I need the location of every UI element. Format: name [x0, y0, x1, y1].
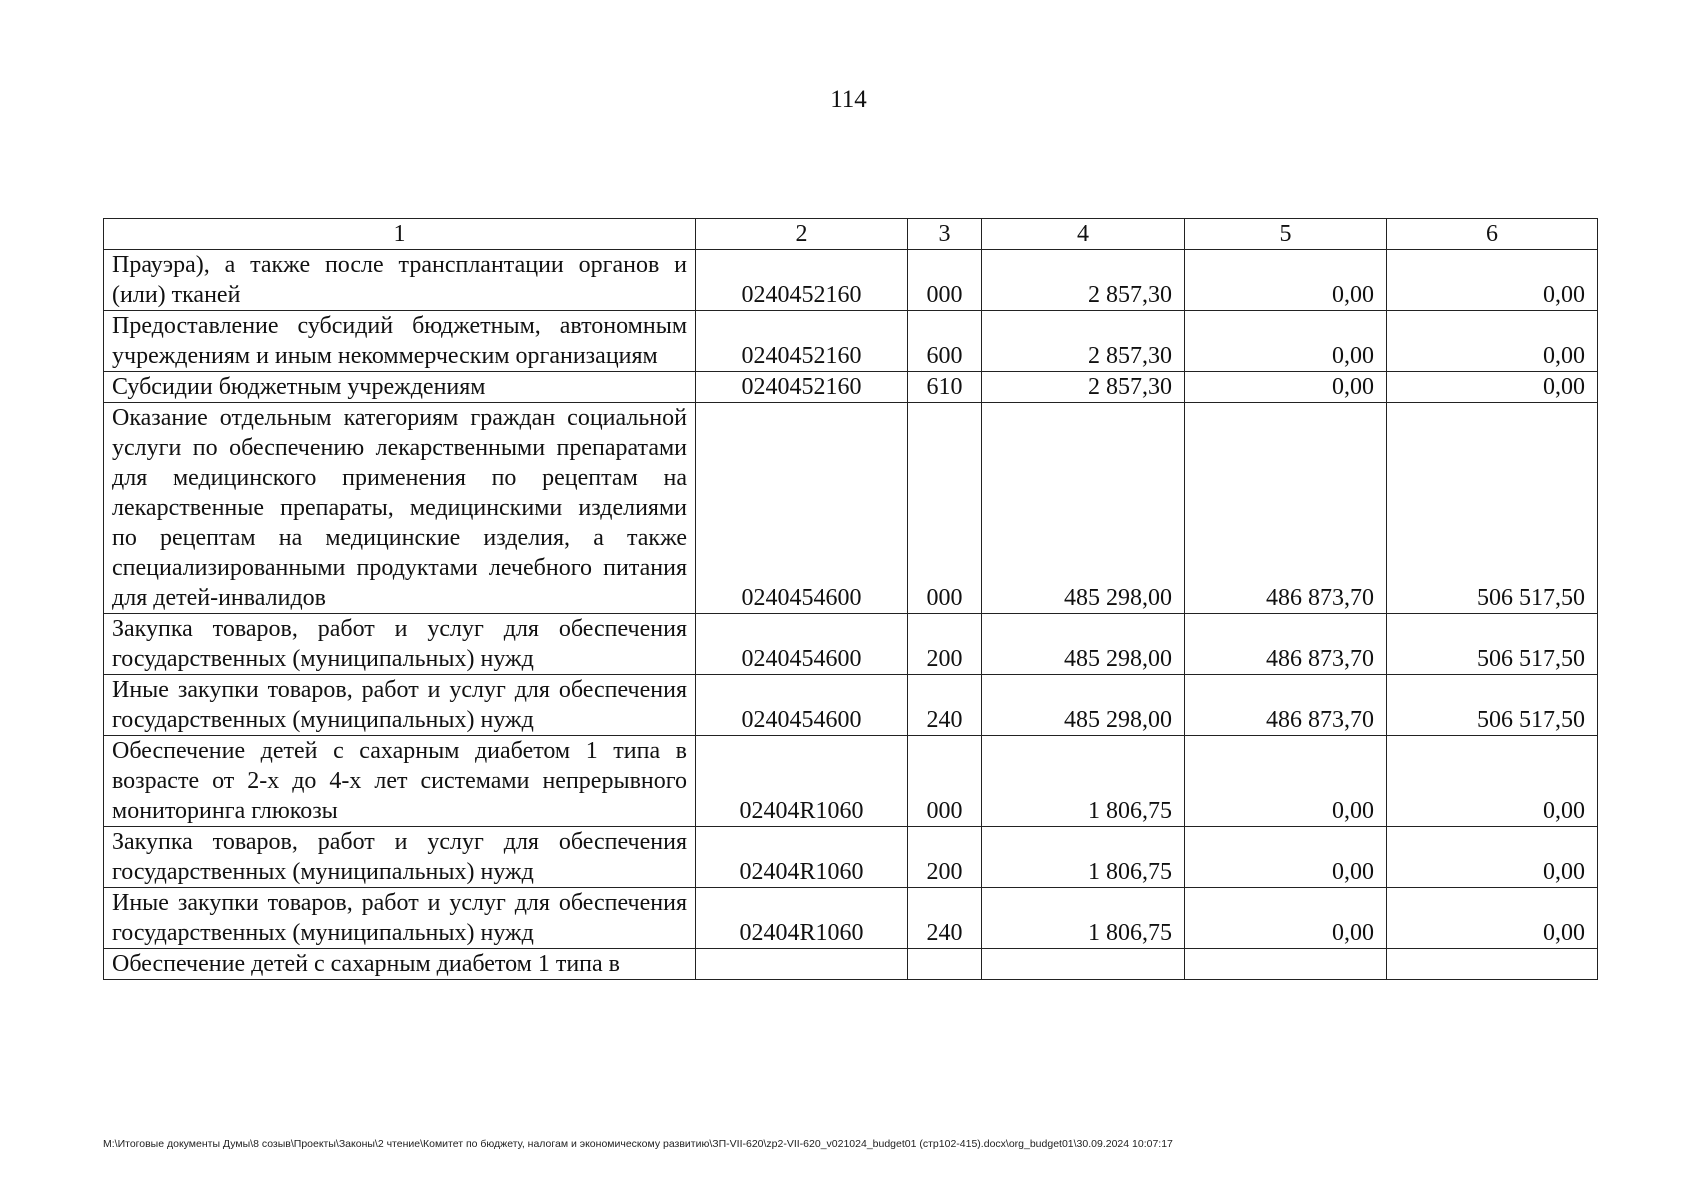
cell-value-3: 0,00 — [1387, 250, 1598, 311]
cell-value-2: 0,00 — [1185, 372, 1387, 403]
cell-type: 200 — [908, 614, 982, 675]
cell-value-2 — [1185, 949, 1387, 980]
cell-code: 02404R1060 — [696, 888, 908, 949]
cell-type: 610 — [908, 372, 982, 403]
cell-code — [696, 949, 908, 980]
cell-code: 0240452160 — [696, 311, 908, 372]
table-row — [104, 949, 1598, 980]
cell-value-1: 1 806,75 — [982, 827, 1185, 888]
cell-name: Закупка товаров, работ и услуг для обеспечения государственных (муниципальных) нужд — [104, 614, 696, 675]
table-body — [104, 250, 1598, 980]
budget-table — [103, 218, 1598, 980]
cell-name: Обеспечение детей с сахарным диабетом 1 типа в возрасте от 2-х до 4-х лет системами непрерывного мониторинга глюкозы — [104, 736, 696, 827]
cell-name: Предоставление субсидий бюджетным, автономным учреждениям и иным некоммерческим организациям — [104, 311, 696, 372]
table-row — [104, 372, 1598, 403]
table-row — [104, 736, 1598, 827]
cell-type: 000 — [908, 736, 982, 827]
column-header: 6 — [1387, 219, 1598, 250]
table-row — [104, 311, 1598, 372]
cell-code: 0240454600 — [696, 614, 908, 675]
cell-value-2: 0,00 — [1185, 311, 1387, 372]
cell-name: Прауэра), а также после трансплантации органов и (или) тканей — [104, 250, 696, 311]
page-number: 114 — [830, 86, 867, 113]
cell-type: 240 — [908, 888, 982, 949]
cell-value-3: 506 517,50 — [1387, 614, 1598, 675]
cell-value-1: 485 298,00 — [982, 675, 1185, 736]
column-header: 3 — [908, 219, 982, 250]
table-row — [104, 675, 1598, 736]
cell-type: 000 — [908, 250, 982, 311]
cell-value-1 — [982, 949, 1185, 980]
cell-value-1: 485 298,00 — [982, 403, 1185, 614]
column-header: 1 — [104, 219, 696, 250]
cell-code: 02404R1060 — [696, 736, 908, 827]
cell-value-2: 0,00 — [1185, 827, 1387, 888]
cell-value-1: 2 857,30 — [982, 250, 1185, 311]
cell-value-2: 486 873,70 — [1185, 403, 1387, 614]
table-row — [104, 614, 1598, 675]
cell-value-3: 0,00 — [1387, 311, 1598, 372]
cell-value-3: 0,00 — [1387, 888, 1598, 949]
cell-name: Иные закупки товаров, работ и услуг для обеспечения государственных (муниципальных) нужд — [104, 675, 696, 736]
cell-value-1: 2 857,30 — [982, 311, 1185, 372]
cell-value-2: 0,00 — [1185, 736, 1387, 827]
cell-type: 240 — [908, 675, 982, 736]
cell-name: Закупка товаров, работ и услуг для обеспечения государственных (муниципальных) нужд — [104, 827, 696, 888]
cell-name: Обеспечение детей с сахарным диабетом 1 типа в — [104, 949, 696, 980]
column-header: 5 — [1185, 219, 1387, 250]
cell-value-1: 1 806,75 — [982, 888, 1185, 949]
document-path-footer: M:\Итоговые документы Думы\8 созыв\Проекты\Законы\2 чтение\Комитет по бюджету, налогам и экономическому развитию\ЗП-VII-620\zp2-VII-620_v021024_budget01 (стр102-415).docx\org_budget01\30.09.2024 10:07:17 — [103, 1138, 1173, 1150]
column-header: 2 — [696, 219, 908, 250]
cell-code: 02404R1060 — [696, 827, 908, 888]
cell-type: 600 — [908, 311, 982, 372]
table-row — [104, 888, 1598, 949]
cell-type — [908, 949, 982, 980]
cell-value-2: 486 873,70 — [1185, 675, 1387, 736]
cell-name: Субсидии бюджетным учреждениям — [104, 372, 696, 403]
cell-value-1: 2 857,30 — [982, 372, 1185, 403]
table-row — [104, 403, 1598, 614]
cell-code: 0240452160 — [696, 250, 908, 311]
table-header-row — [104, 219, 1598, 250]
cell-value-2: 0,00 — [1185, 250, 1387, 311]
column-header: 4 — [982, 219, 1185, 250]
cell-value-3: 0,00 — [1387, 736, 1598, 827]
cell-value-3: 506 517,50 — [1387, 675, 1598, 736]
cell-value-3: 0,00 — [1387, 827, 1598, 888]
cell-type: 000 — [908, 403, 982, 614]
cell-value-2: 0,00 — [1185, 888, 1387, 949]
cell-code: 0240454600 — [696, 675, 908, 736]
cell-value-3: 0,00 — [1387, 372, 1598, 403]
cell-value-2: 486 873,70 — [1185, 614, 1387, 675]
cell-value-1: 1 806,75 — [982, 736, 1185, 827]
cell-value-1: 485 298,00 — [982, 614, 1185, 675]
cell-value-3: 506 517,50 — [1387, 403, 1598, 614]
cell-name: Оказание отдельным категориям граждан социальной услуги по обеспечению лекарственными препаратами для медицинского применения по рецептам на лекарственные препараты, медицинскими изделиями по рецептам на медицинские изделия, а также специализированными продуктами лечебного питания для детей-инвалидов — [104, 403, 696, 614]
cell-code: 0240452160 — [696, 372, 908, 403]
table-row — [104, 250, 1598, 311]
cell-type: 200 — [908, 827, 982, 888]
table-row — [104, 827, 1598, 888]
cell-code: 0240454600 — [696, 403, 908, 614]
cell-name: Иные закупки товаров, работ и услуг для обеспечения государственных (муниципальных) нужд — [104, 888, 696, 949]
cell-value-3 — [1387, 949, 1598, 980]
